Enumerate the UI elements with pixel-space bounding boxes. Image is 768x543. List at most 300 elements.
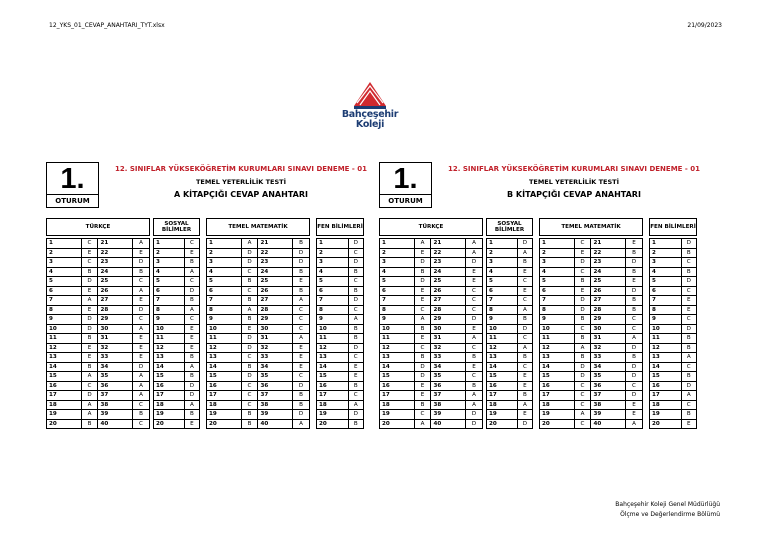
- answer-cell: D: [681, 239, 697, 249]
- answer-row: [207, 391, 310, 401]
- question-number: 21: [591, 239, 626, 249]
- question-number: 15: [650, 372, 682, 382]
- answer-cell: C: [574, 324, 591, 334]
- answer-cell: D: [81, 277, 98, 287]
- answer-row: [207, 286, 310, 296]
- booklet-title: A KİTAPÇIĞI CEVAP ANAHTARI: [174, 190, 308, 199]
- question-number: 38: [98, 400, 133, 410]
- question-number: 1: [380, 239, 415, 249]
- answer-row: [154, 258, 200, 268]
- answer-cell: C: [241, 391, 258, 401]
- answer-cell: D: [414, 372, 431, 382]
- section-header-turkce: TÜRKÇE: [379, 218, 483, 236]
- question-number: 6: [540, 286, 575, 296]
- question-number: 6: [47, 286, 82, 296]
- question-number: 18: [207, 400, 242, 410]
- answer-cell: E: [293, 353, 310, 363]
- answer-cell: B: [574, 353, 591, 363]
- question-number: 5: [317, 277, 349, 287]
- answer-cell: C: [184, 239, 199, 249]
- question-number: 1: [47, 239, 82, 249]
- answer-row: [207, 315, 310, 325]
- question-number: 10: [207, 324, 242, 334]
- answer-row: [380, 239, 483, 249]
- answer-row: [650, 239, 697, 249]
- answer-cell: B: [81, 267, 98, 277]
- question-number: 4: [207, 267, 242, 277]
- answer-cell: B: [517, 258, 532, 268]
- question-number: 16: [380, 381, 415, 391]
- answer-row: [207, 277, 310, 287]
- answer-cell: D: [241, 334, 258, 344]
- question-number: 16: [207, 381, 242, 391]
- answer-row: [487, 315, 533, 325]
- question-number: 10: [380, 324, 415, 334]
- question-number: 7: [540, 296, 575, 306]
- answer-cell: A: [626, 334, 643, 344]
- question-number: 18: [650, 400, 682, 410]
- answer-cell: E: [184, 334, 199, 344]
- question-number: 11: [154, 334, 185, 344]
- question-number: 2: [154, 248, 185, 258]
- answer-cell: B: [133, 267, 150, 277]
- answer-cell: E: [133, 343, 150, 353]
- answer-cell: D: [466, 410, 483, 420]
- question-number: 15: [207, 372, 242, 382]
- answer-cell: B: [626, 248, 643, 258]
- answer-cell: D: [574, 296, 591, 306]
- section-header-matematik: TEMEL MATEMATİK: [206, 218, 310, 236]
- answer-cell: A: [517, 248, 532, 258]
- question-number: 29: [258, 315, 293, 325]
- question-number: 38: [258, 400, 293, 410]
- question-number: 8: [207, 305, 242, 315]
- question-number: 2: [380, 248, 415, 258]
- answer-cell: A: [293, 296, 310, 306]
- answer-cell: A: [466, 334, 483, 344]
- question-number: 15: [154, 372, 185, 382]
- sosyal-answers: [486, 238, 533, 429]
- fen-answers: [649, 238, 697, 429]
- question-number: 8: [650, 305, 682, 315]
- answer-cell: E: [466, 267, 483, 277]
- answer-cell: E: [414, 334, 431, 344]
- answer-cell: A: [133, 372, 150, 382]
- question-number: 6: [317, 286, 349, 296]
- answer-cell: B: [241, 315, 258, 325]
- answer-row: [650, 362, 697, 372]
- answer-row: [207, 362, 310, 372]
- answer-cell: C: [241, 353, 258, 363]
- answer-row: [540, 343, 643, 353]
- question-number: 13: [207, 353, 242, 363]
- question-number: 40: [431, 419, 466, 429]
- question-number: 13: [650, 353, 682, 363]
- question-number: 35: [591, 372, 626, 382]
- question-number: 22: [591, 248, 626, 258]
- answer-row: [487, 372, 533, 382]
- matematik-answers: [206, 238, 310, 429]
- answer-cell: E: [414, 286, 431, 296]
- answer-cell: B: [626, 353, 643, 363]
- answer-row: [540, 372, 643, 382]
- answer-cell: E: [414, 391, 431, 401]
- question-number: 9: [650, 315, 682, 325]
- logo-text-line2: Koleji: [355, 119, 385, 130]
- answer-cell: C: [414, 343, 431, 353]
- answer-row: [487, 353, 533, 363]
- answer-cell: E: [626, 400, 643, 410]
- question-number: 18: [487, 400, 518, 410]
- answer-row: [540, 267, 643, 277]
- answer-cell: B: [466, 353, 483, 363]
- question-number: 28: [258, 305, 293, 315]
- answer-row: [487, 381, 533, 391]
- question-number: 26: [258, 286, 293, 296]
- answer-row: [154, 343, 200, 353]
- footer-org: Bahçeşehir Koleji Genel Müdürlüğü: [615, 501, 720, 508]
- question-number: 13: [154, 353, 185, 363]
- answer-cell: D: [574, 372, 591, 382]
- answer-cell: A: [184, 400, 199, 410]
- question-number: 38: [431, 400, 466, 410]
- answer-row: [207, 410, 310, 420]
- answer-cell: D: [517, 419, 532, 429]
- answer-cell: D: [241, 248, 258, 258]
- answer-cell: B: [184, 372, 199, 382]
- answer-row: [380, 315, 483, 325]
- answer-row: [154, 362, 200, 372]
- answer-cell: B: [681, 334, 697, 344]
- answer-cell: C: [626, 381, 643, 391]
- answer-row: [47, 277, 150, 287]
- answer-cell: E: [184, 248, 199, 258]
- answer-cell: A: [348, 400, 364, 410]
- question-number: 19: [47, 410, 82, 420]
- answer-cell: D: [133, 305, 150, 315]
- answer-row: [317, 334, 364, 344]
- question-number: 39: [591, 410, 626, 420]
- answer-row: [154, 372, 200, 382]
- answer-row: [154, 286, 200, 296]
- question-number: 4: [317, 267, 349, 277]
- answer-row: [317, 315, 364, 325]
- matematik-answers: [539, 238, 643, 429]
- answer-cell: C: [348, 353, 364, 363]
- answer-row: [650, 286, 697, 296]
- answer-row: [47, 353, 150, 363]
- answer-cell: C: [81, 258, 98, 268]
- answer-cell: E: [626, 410, 643, 420]
- answer-cell: A: [241, 305, 258, 315]
- answer-row: [487, 267, 533, 277]
- question-number: 30: [258, 324, 293, 334]
- answer-row: [380, 362, 483, 372]
- answer-row: [380, 267, 483, 277]
- answer-row: [47, 400, 150, 410]
- answer-row: [650, 324, 697, 334]
- logo-text-line1: Bahçeşehir: [341, 109, 399, 120]
- answer-cell: D: [81, 315, 98, 325]
- answer-cell: D: [348, 296, 364, 306]
- question-number: 5: [380, 277, 415, 287]
- answer-cell: C: [466, 296, 483, 306]
- question-number: 1: [317, 239, 349, 249]
- question-number: 13: [380, 353, 415, 363]
- answer-row: [317, 239, 364, 249]
- answer-cell: E: [414, 248, 431, 258]
- question-number: 7: [47, 296, 82, 306]
- answer-cell: B: [348, 286, 364, 296]
- question-number: 24: [591, 267, 626, 277]
- answer-row: [380, 372, 483, 382]
- question-number: 20: [317, 419, 349, 429]
- answer-cell: A: [681, 353, 697, 363]
- answer-row: [317, 381, 364, 391]
- answer-row: [207, 343, 310, 353]
- answer-row: [650, 419, 697, 429]
- answer-cell: C: [574, 419, 591, 429]
- answer-cell: E: [184, 343, 199, 353]
- question-number: 26: [98, 286, 133, 296]
- answer-cell: A: [414, 239, 431, 249]
- exam-title: 12. SINIFLAR YÜKSEKÖĞRETİM KURUMLARI SINAVI DENEME - 01: [115, 165, 367, 173]
- question-number: 4: [154, 267, 185, 277]
- question-number: 30: [98, 324, 133, 334]
- answer-row: [317, 372, 364, 382]
- question-number: 12: [487, 343, 518, 353]
- answer-cell: C: [517, 362, 532, 372]
- answer-row: [380, 286, 483, 296]
- answer-cell: D: [348, 239, 364, 249]
- answer-cell: D: [293, 381, 310, 391]
- question-number: 27: [258, 296, 293, 306]
- question-number: 26: [431, 286, 466, 296]
- answer-row: [650, 248, 697, 258]
- question-number: 29: [431, 315, 466, 325]
- question-number: 11: [207, 334, 242, 344]
- answer-row: [317, 353, 364, 363]
- answer-cell: B: [81, 419, 98, 429]
- answer-row: [207, 353, 310, 363]
- question-number: 9: [154, 315, 185, 325]
- question-number: 17: [207, 391, 242, 401]
- question-number: 17: [650, 391, 682, 401]
- answer-row: [47, 334, 150, 344]
- question-number: 9: [380, 315, 415, 325]
- question-number: 34: [591, 362, 626, 372]
- answer-cell: D: [293, 258, 310, 268]
- question-number: 14: [540, 362, 575, 372]
- answer-row: [487, 286, 533, 296]
- section-header-fen: FEN BİLİMLERİ: [316, 218, 364, 236]
- answer-cell: C: [466, 343, 483, 353]
- question-number: 14: [380, 362, 415, 372]
- question-number: 26: [591, 286, 626, 296]
- answer-row: [540, 334, 643, 344]
- answer-cell: B: [574, 277, 591, 287]
- question-number: 10: [540, 324, 575, 334]
- answer-cell: D: [626, 391, 643, 401]
- question-number: 35: [431, 372, 466, 382]
- question-number: 9: [540, 315, 575, 325]
- question-number: 4: [47, 267, 82, 277]
- question-number: 5: [47, 277, 82, 287]
- section-header-matematik: TEMEL MATEMATİK: [539, 218, 643, 236]
- answer-cell: D: [348, 343, 364, 353]
- answer-cell: E: [681, 305, 697, 315]
- answer-row: [650, 315, 697, 325]
- question-number: 25: [98, 277, 133, 287]
- question-number: 3: [487, 258, 518, 268]
- question-number: 27: [591, 296, 626, 306]
- answer-key-b: [379, 162, 709, 462]
- answer-cell: E: [681, 419, 697, 429]
- question-number: 2: [650, 248, 682, 258]
- answer-row: [317, 277, 364, 287]
- answer-row: [317, 286, 364, 296]
- answer-cell: A: [414, 315, 431, 325]
- answer-cell: C: [293, 305, 310, 315]
- question-number: 1: [207, 239, 242, 249]
- answer-cell: D: [466, 315, 483, 325]
- answer-cell: D: [81, 391, 98, 401]
- question-number: 8: [540, 305, 575, 315]
- question-number: 38: [591, 400, 626, 410]
- question-number: 8: [317, 305, 349, 315]
- answer-row: [47, 267, 150, 277]
- question-number: 18: [317, 400, 349, 410]
- answer-row: [47, 362, 150, 372]
- answer-cell: A: [574, 410, 591, 420]
- answer-row: [154, 277, 200, 287]
- question-number: 36: [591, 381, 626, 391]
- answer-row: [650, 305, 697, 315]
- answer-row: [540, 419, 643, 429]
- answer-row: [380, 410, 483, 420]
- answer-row: [487, 391, 533, 401]
- answer-row: [650, 381, 697, 391]
- answer-cell: B: [348, 381, 364, 391]
- question-number: 25: [431, 277, 466, 287]
- answer-row: [47, 391, 150, 401]
- answer-key-a: [46, 162, 376, 462]
- answer-row: [380, 248, 483, 258]
- answer-cell: E: [293, 362, 310, 372]
- answer-cell: B: [81, 362, 98, 372]
- question-number: 1: [154, 239, 185, 249]
- answer-cell: D: [241, 343, 258, 353]
- question-number: 6: [650, 286, 682, 296]
- answer-cell: C: [517, 296, 532, 306]
- answer-cell: C: [466, 286, 483, 296]
- question-number: 9: [47, 315, 82, 325]
- answer-cell: A: [466, 248, 483, 258]
- question-number: 11: [317, 334, 349, 344]
- answer-cell: E: [574, 248, 591, 258]
- session-number: 1.: [60, 163, 85, 195]
- answer-row: [317, 296, 364, 306]
- answer-cell: C: [681, 362, 697, 372]
- answer-row: [487, 419, 533, 429]
- answer-row: [540, 239, 643, 249]
- answer-row: [47, 248, 150, 258]
- answer-cell: D: [184, 286, 199, 296]
- answer-cell: B: [184, 410, 199, 420]
- answer-row: [154, 315, 200, 325]
- question-number: 28: [591, 305, 626, 315]
- answer-cell: B: [81, 334, 98, 344]
- question-number: 24: [98, 267, 133, 277]
- question-number: 5: [487, 277, 518, 287]
- answer-row: [47, 315, 150, 325]
- answer-cell: C: [184, 277, 199, 287]
- answer-row: [317, 419, 364, 429]
- answer-cell: C: [133, 315, 150, 325]
- question-number: 2: [487, 248, 518, 258]
- answer-cell: A: [81, 410, 98, 420]
- answer-cell: C: [293, 324, 310, 334]
- question-number: 18: [47, 400, 82, 410]
- answer-row: [540, 286, 643, 296]
- answer-row: [47, 419, 150, 429]
- answer-cell: C: [348, 305, 364, 315]
- question-number: 9: [207, 315, 242, 325]
- answer-cell: B: [626, 267, 643, 277]
- answer-cell: E: [414, 381, 431, 391]
- answer-cell: C: [574, 239, 591, 249]
- question-number: 19: [487, 410, 518, 420]
- question-number: 32: [431, 343, 466, 353]
- answer-row: [207, 267, 310, 277]
- question-number: 37: [258, 391, 293, 401]
- question-number: 30: [431, 324, 466, 334]
- answer-row: [207, 324, 310, 334]
- question-number: 31: [98, 334, 133, 344]
- question-number: 35: [258, 372, 293, 382]
- question-number: 12: [47, 343, 82, 353]
- question-number: 20: [650, 419, 682, 429]
- question-number: 19: [317, 410, 349, 420]
- question-number: 16: [487, 381, 518, 391]
- answer-cell: A: [184, 362, 199, 372]
- answer-cell: D: [681, 381, 697, 391]
- question-number: 20: [47, 419, 82, 429]
- question-number: 7: [380, 296, 415, 306]
- answer-cell: B: [184, 258, 199, 268]
- answer-row: [47, 324, 150, 334]
- answer-cell: B: [517, 315, 532, 325]
- question-number: 20: [154, 419, 185, 429]
- question-number: 4: [540, 267, 575, 277]
- answer-cell: D: [184, 381, 199, 391]
- question-number: 39: [98, 410, 133, 420]
- question-number: 6: [154, 286, 185, 296]
- answer-row: [380, 391, 483, 401]
- question-number: 39: [431, 410, 466, 420]
- question-number: 20: [540, 419, 575, 429]
- answer-cell: D: [81, 324, 98, 334]
- answer-row: [317, 305, 364, 315]
- answer-row: [540, 315, 643, 325]
- answer-row: [207, 239, 310, 249]
- question-number: 23: [258, 258, 293, 268]
- question-number: 25: [258, 277, 293, 287]
- answer-cell: D: [626, 362, 643, 372]
- answer-cell: D: [348, 258, 364, 268]
- question-number: 16: [540, 381, 575, 391]
- question-number: 4: [487, 267, 518, 277]
